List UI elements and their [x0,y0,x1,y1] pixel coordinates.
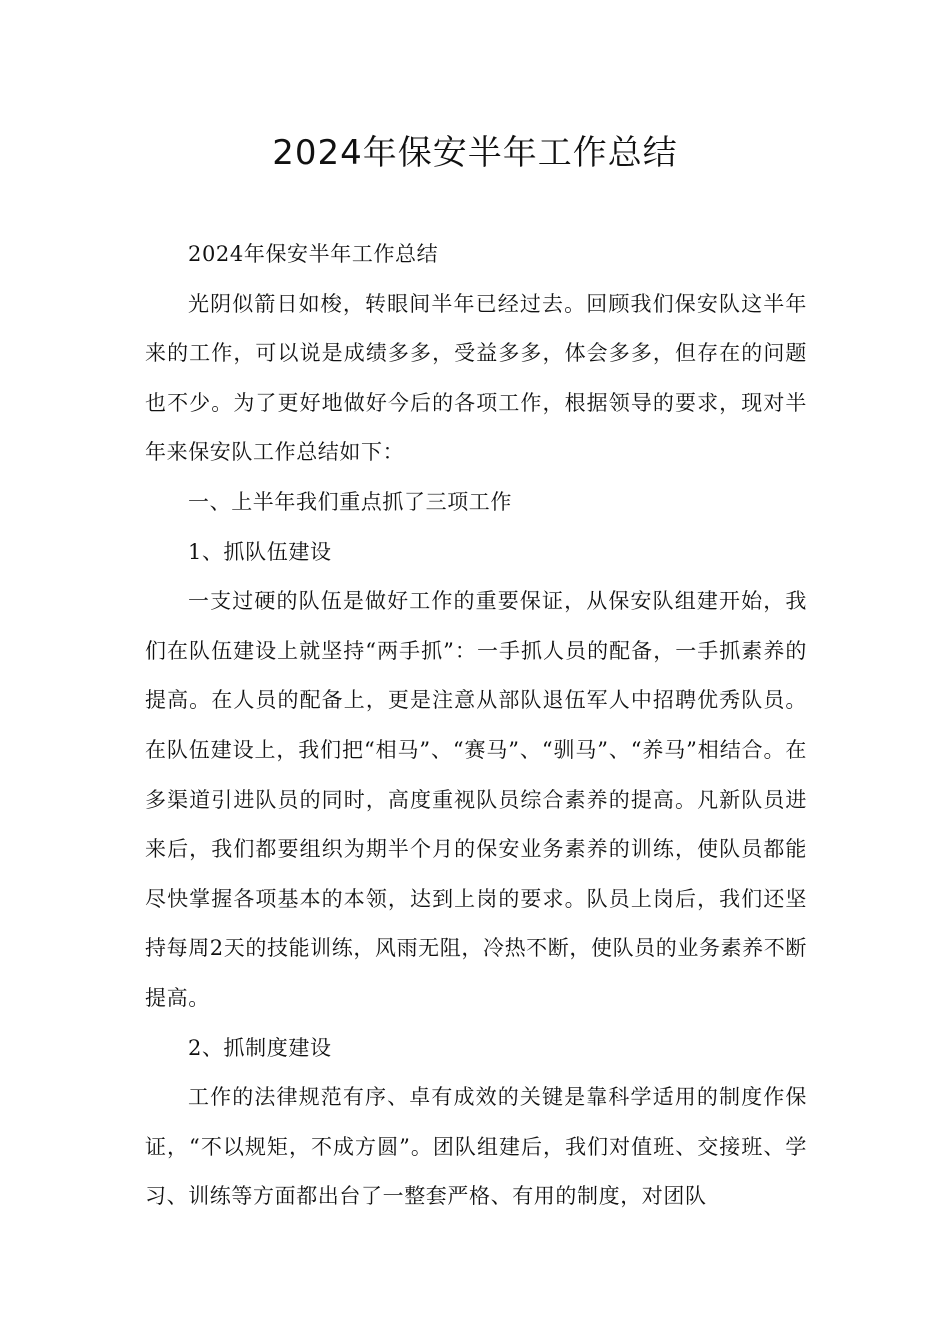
document-title: 2024年保安半年工作总结 [272,133,678,173]
section-heading: 一、上半年我们重点抓了三项工作 [188,489,512,514]
subsection-heading: 1、抓队伍建设 [188,539,332,564]
body-paragraph: 一支过硬的队伍是做好工作的重要保证，从保安队组建开始，我们在队伍建设上就坚持“两手抓”：一手抓人员的配备，一手抓素养的提高。在人员的配备上，更是注意从部队退伍军人中招聘优秀队员。在队伍建设上，我们把“相马”、“赛马”、“驯马”、“养马”相结合。在多渠道引进队员的同时，高度重视队员综合素养的提高。凡新队员进来后，我们都要组织为期半个月的保安业务素养的训练，使队员都能尽快掌握各项基本的本领，达到上岗的要求。队员上岗后，我们还坚持每周2天的技能训练，风雨无阻，冷热不断，使队员的业务素养不断提高。 [145,589,807,1010]
body-paragraph: 工作的法律规范有序、卓有成效的关键是靠科学适用的制度作保证，“不以规矩，不成方圆”。团队组建后，我们对值班、交接班、学习、训练等方面都出台了一整套严格、有用的制度，对团队 [145,1085,807,1209]
subsection-heading: 2、抓制度建设 [188,1035,332,1060]
document-body [145,230,807,1222]
subtitle-paragraph: 2024年保安半年工作总结 [188,242,439,266]
intro-paragraph: 光阴似箭日如梭，转眼间半年已经过去。回顾我们保安队这半年来的工作，可以说是成绩多多，受益多多，体会多多，但存在的问题也不少。为了更好地做好今后的各项工作，根据领导的要求，现对半年来保安队工作总结如下： [145,291,807,465]
